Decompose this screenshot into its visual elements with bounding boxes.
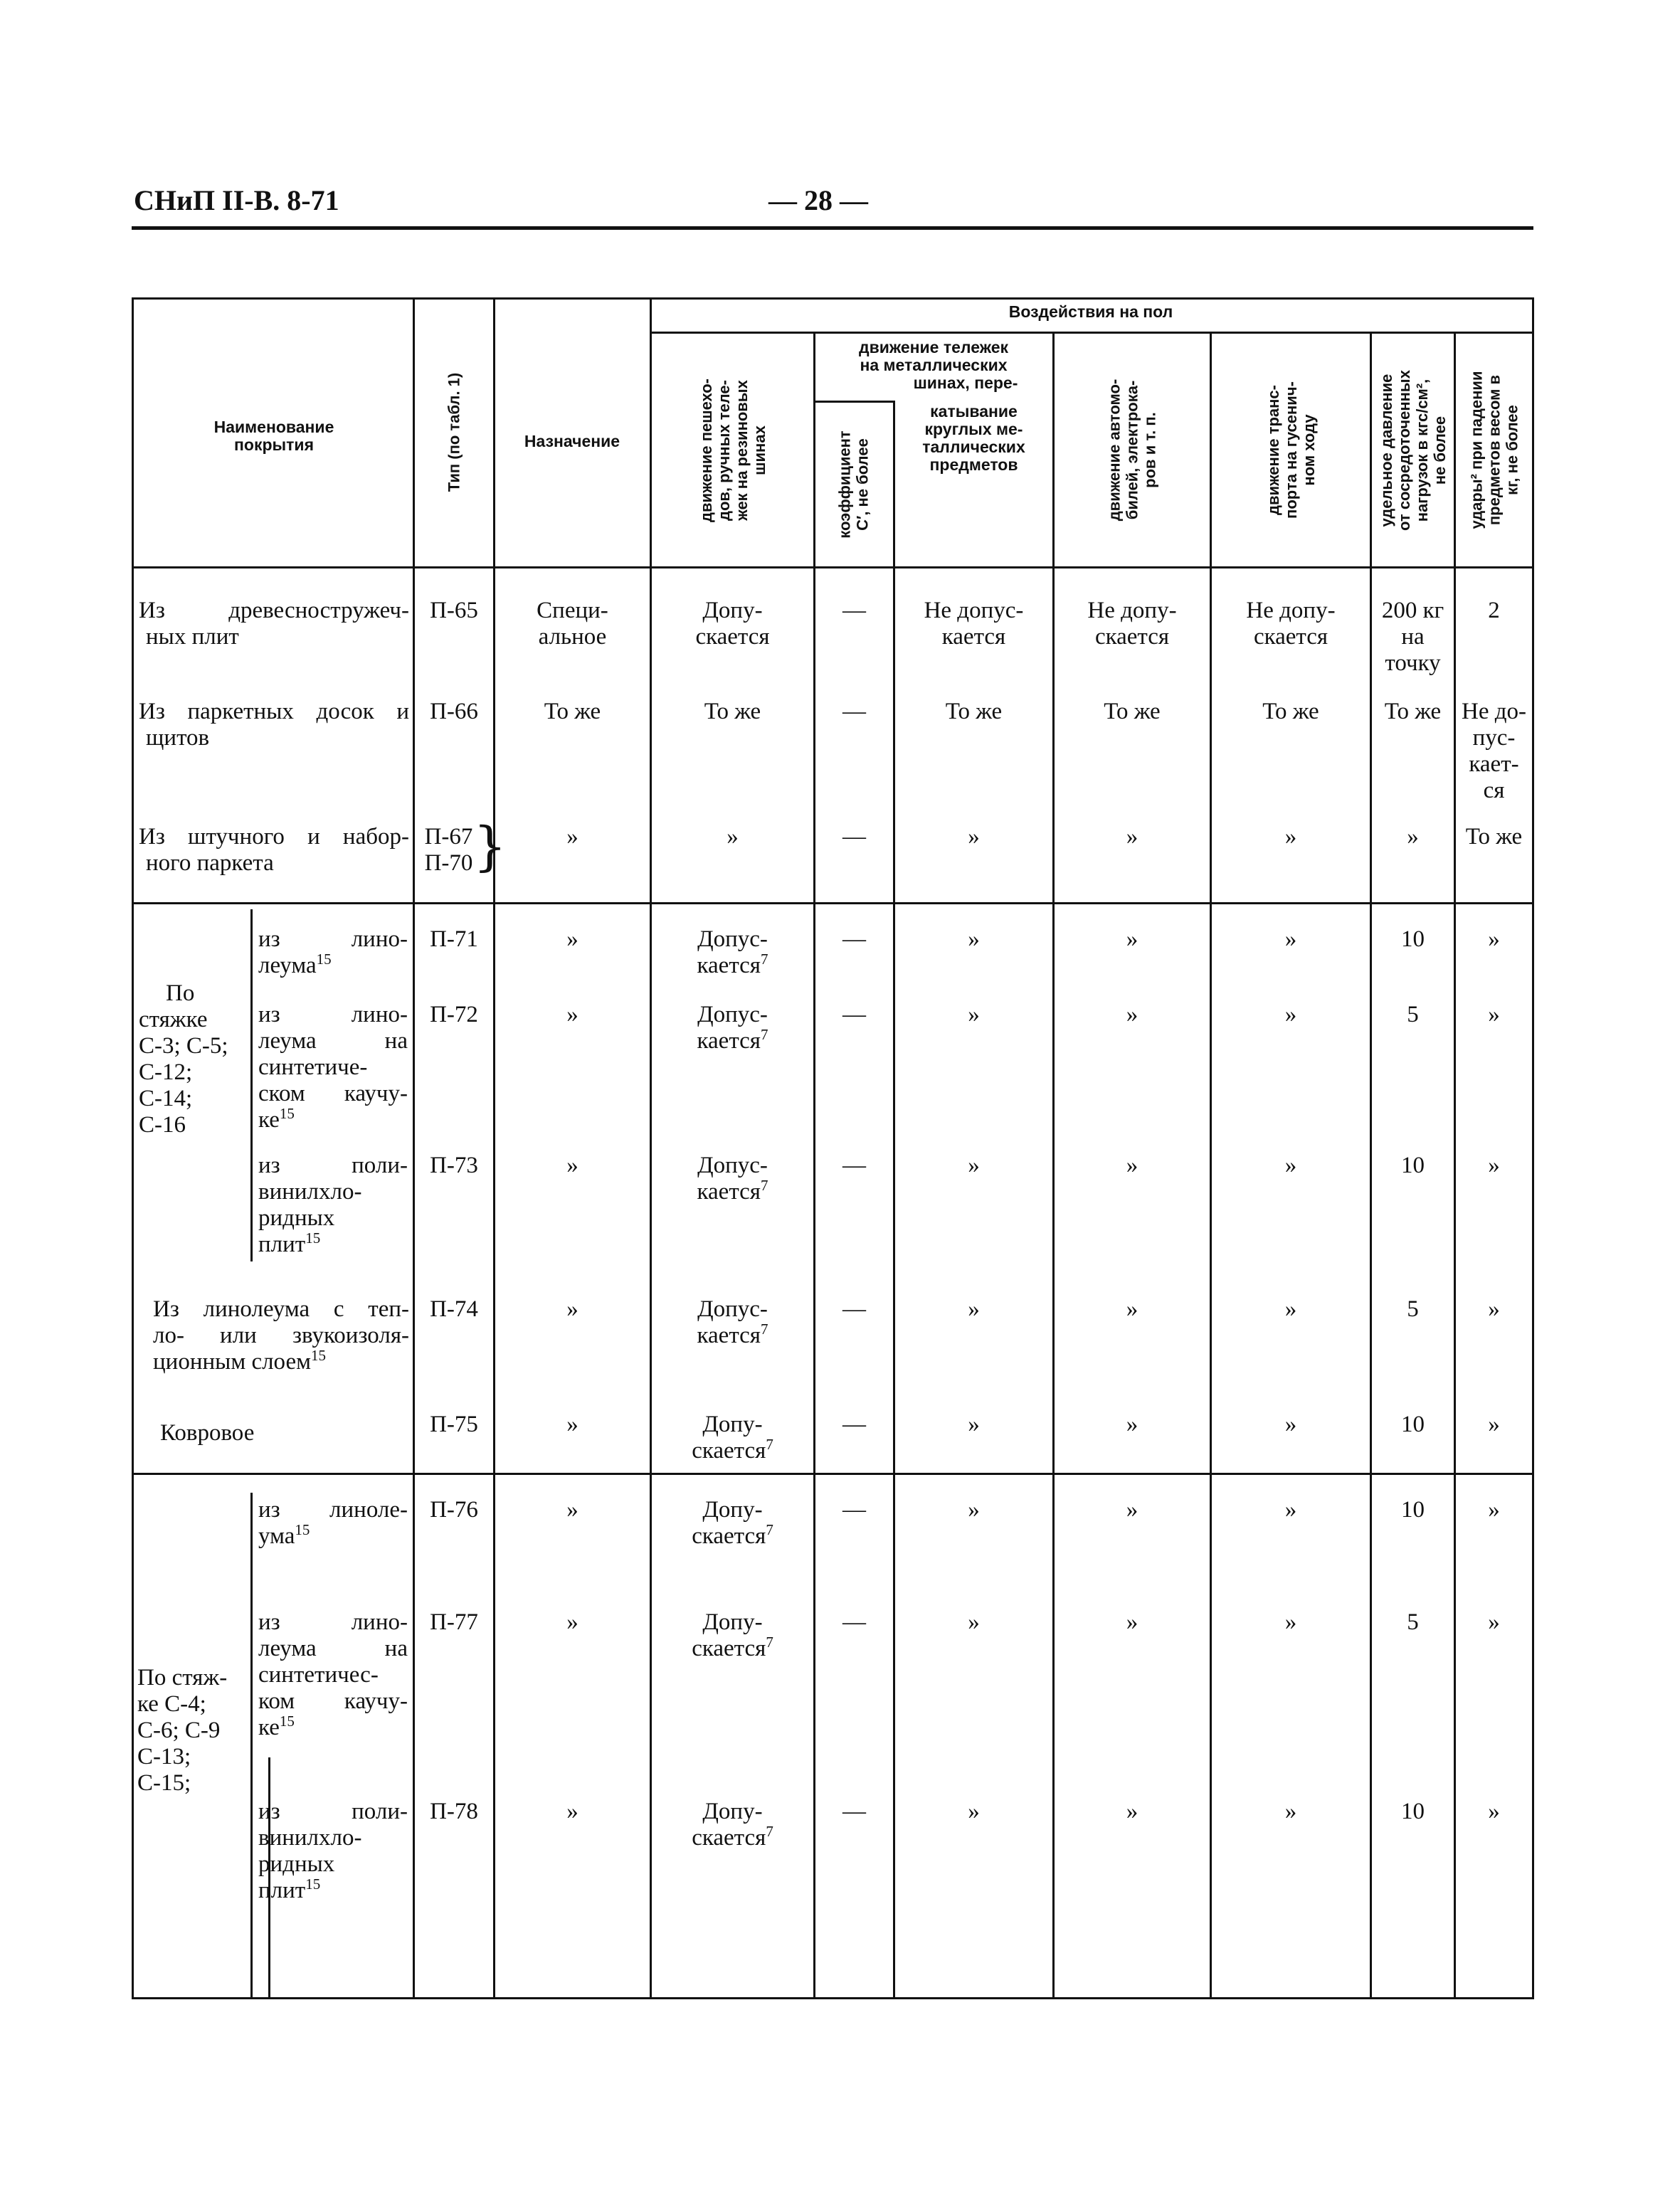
header-purpose: Назначение: [524, 432, 620, 450]
header-coefficient: коэффициент C′, не более: [836, 430, 872, 539]
page-number: — 28 —: [768, 184, 868, 216]
header-carts: движение тележек на металлических шинах, пере-: [858, 338, 1018, 392]
group-label: По стяж- ке С-4; С-6; С-9 С-13; С-15;: [137, 1665, 228, 1796]
header-rule: [132, 226, 1533, 230]
header-auto: движение автомо- билей, электрока- ров и т. п.: [1105, 379, 1159, 522]
header-name: Наименование покрытия: [213, 418, 334, 454]
header-pedestrian: движение пешехо- дов, ручных теле- жек на резиновых шинах: [697, 378, 768, 522]
header-tracked: движение транс- порта на гусенич- ном ходу: [1264, 381, 1318, 519]
header-impacts: удары² при падении предметов весом в кг, не более: [1467, 371, 1521, 529]
header-type: Тип (по табл. 1): [445, 372, 463, 492]
group-label: По стяжке С-3; С-5; С-12; С-14; С-16: [139, 980, 228, 1138]
header-pressure: удельное давление от сосредоточенных нагрузок в кгс/см², не более: [1377, 369, 1449, 531]
document-code: СНиП II-В. 8-71: [134, 184, 339, 216]
header-effects: Воздействия на пол: [1008, 302, 1173, 321]
brace: }: [473, 816, 507, 877]
header-rolling: катывание круглых ме- таллических предметов: [922, 402, 1025, 474]
floor-coverings-table: Наименование покрытия Тип (по табл. 1) Назначение Воздействия на пол движение пешехо- дов, ручных теле- жек на резиновых шинах движение тележек на металлических шинах, пере- коэффициент C′, не более катывание круглых ме- таллических предметов движение автомо- билей, электрока- ров и т. п. движение транс- порта на гусенич- ном ходу удельное давление от сосредоточенных нагрузок в кгс/см², не более удары² при падении предметов весом в кг, не более Из древесностружеч- ных плит П-65 Специ- альное Допу- скается — Не допус- кается Не допу- скается Не допу- скается 200 кг на точку 2 Из паркетных досок и щитов П-66 То же То же — То же То же То же То же Не до- пус- кает- ся Из штучного и набор- ного паркета П-67 П-70 } » » — » » » » То же По стяжке С-3; С-5; С-12; С-14; С-16 из лино- леума$^{15}$ П-71 » Допус- кается$^7$ — » » » 10 » из лино- леума на синтетиче- ском каучу- $ке^{15}$ П-72 » Допус- кается$^7$ — » » » 5 » из поли- винилхло- ридных плит$^{15}$ П-73 » Допус- кается$^7$ — » » » 10 » Из линолеума с теп- ло- или звукоизоля- ционным слоем$^{15}$ П-74 » Допус- кается$^7$ — » » » 5 » Ковровое П-75 » Допу- скается$^7$ — » » » 10 » По стяж- ке С-4; С-6; С-9 С-13; С-15; из линоле- ума$^{15}$ П-76 » Допу- скается$^7$ — » » » 10 » из лино- леума на синтетичес- ком каучу- $ке^{15}$ П-77 » Допу- скается$^7$ — » » » 5 » из поли- винилхло- ридных плит$^{15}$ П-78 » Допу- скается$^7$ — » » » 10 »: [132, 297, 1534, 1999]
